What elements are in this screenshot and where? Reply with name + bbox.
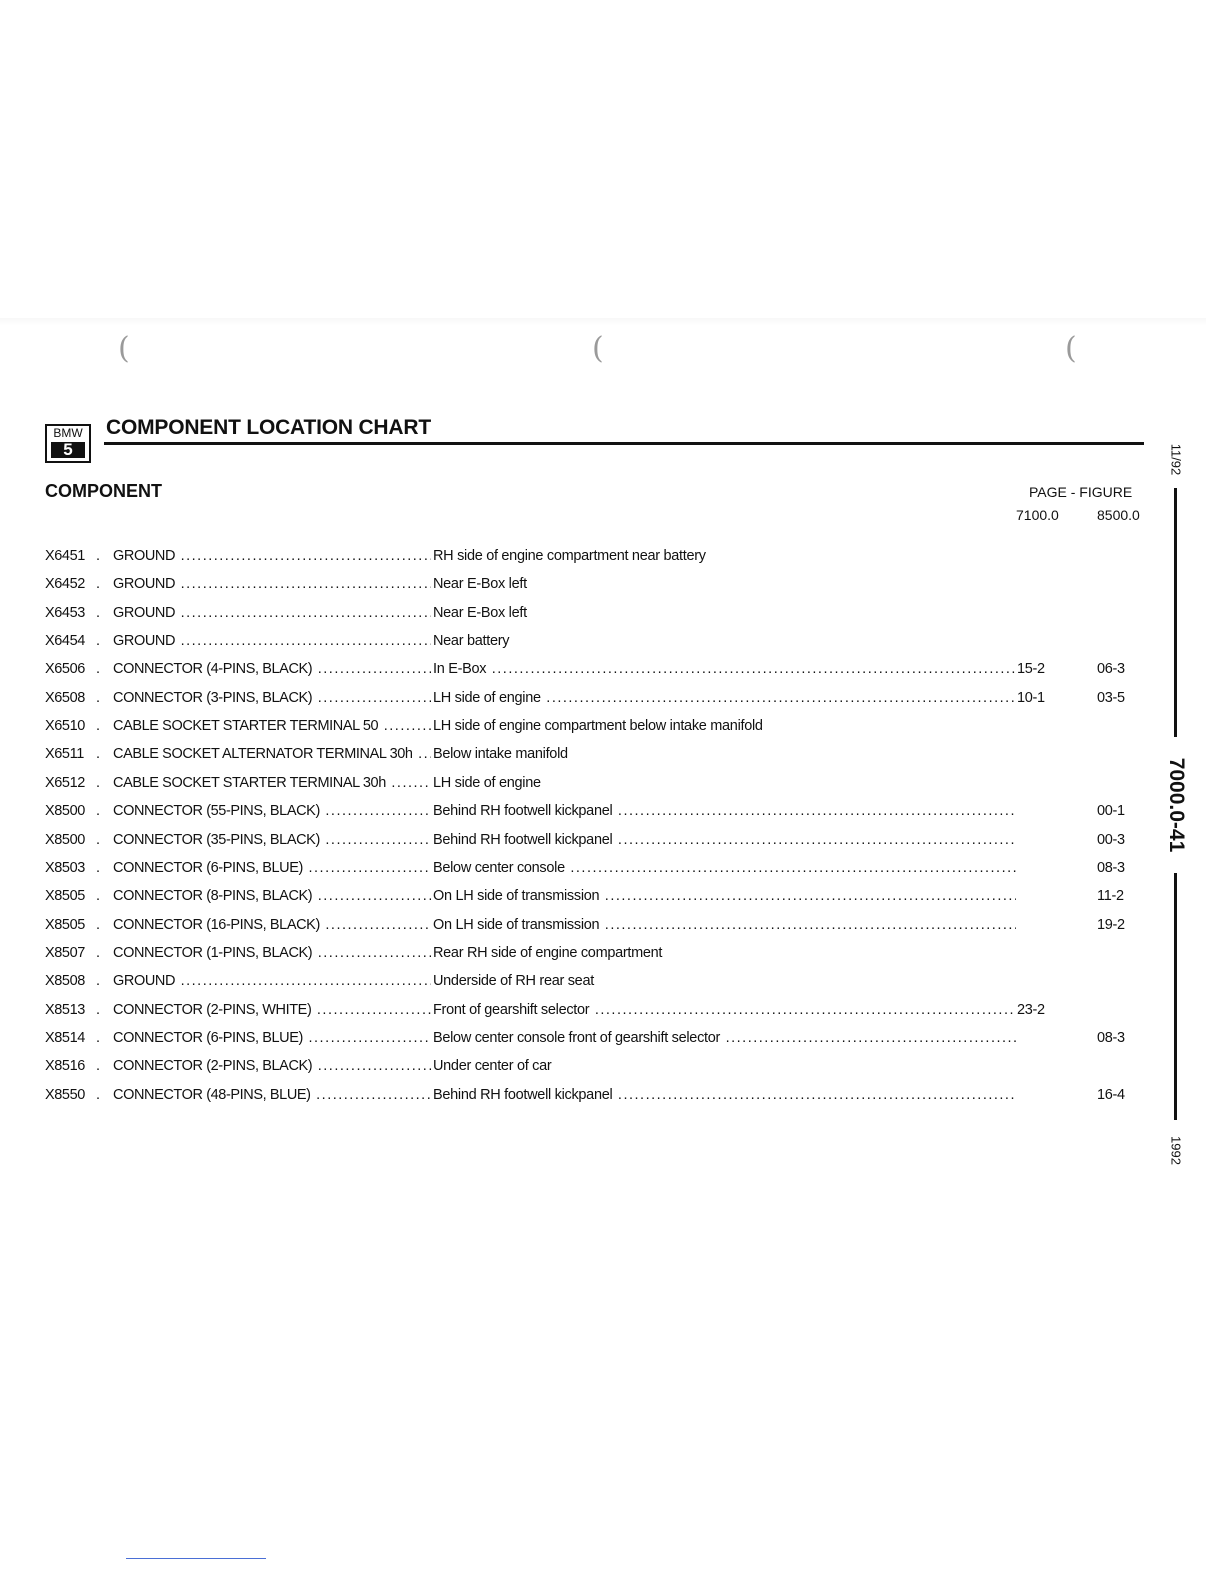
row-separator-dot: . [96,917,101,933]
logo-brand-text: BMW [53,426,83,440]
list-item [0,970,1160,992]
component-code: X8514 [45,1030,85,1046]
sidebar-page-number: 7000.0-41 [1164,737,1188,873]
component-name: CONNECTOR (8-PINS, BLACK) ..... [113,885,431,907]
component-code: X6510 [45,718,85,734]
component-code: X6511 [45,746,84,762]
component-code: X6452 [45,576,85,592]
list-item [0,1055,1160,1077]
component-name: CONNECTOR (6-PINS, BLUE) ..... [113,857,431,879]
bottom-link-underline [126,1558,266,1559]
component-name: GROUND ..... [113,573,431,595]
component-location: RH side of engine compartment near battery [433,548,706,564]
sidebar-rule-bottom [1174,862,1177,1120]
component-name: GROUND ..... [113,602,431,624]
list-item [0,857,1160,879]
page-reference: 10-1 [1017,690,1045,706]
list-item [0,602,1160,624]
list-item [0,885,1160,907]
list-item [0,1084,1160,1106]
component-name: CABLE SOCKET STARTER TERMINAL 30h ..... [113,772,431,794]
list-item [0,800,1160,822]
component-code: X6453 [45,605,85,621]
component-column-header: COMPONENT [45,481,162,501]
component-location: LH side of engine ..... [433,687,1016,709]
row-separator-dot: . [96,1030,101,1046]
page-figure-column-header: PAGE - FIGURE [1029,484,1133,500]
component-code: X8513 [45,1002,85,1018]
component-location: Behind RH footwell kickpanel ..... [433,800,1016,822]
row-separator-dot: . [96,1058,101,1074]
row-separator-dot: . [96,746,101,762]
component-code: X8516 [45,1058,85,1074]
row-separator-dot: . [96,690,101,706]
component-location: On LH side of transmission ..... [433,914,1016,936]
component-code: X8500 [45,803,85,819]
scan-band [0,318,1206,326]
component-code: X8500 [45,832,85,848]
row-separator-dot: . [96,548,101,564]
component-code: X6454 [45,633,85,649]
component-name: CONNECTOR (48-PINS, BLUE) ..... [113,1084,431,1106]
page-column-header: 7100.0 [1016,507,1059,523]
row-separator-dot: . [96,945,101,961]
component-location: In E-Box ..... [433,658,1016,680]
list-item [0,743,1160,765]
page-title: COMPONENT LOCATION CHART [106,416,431,439]
figure-reference: 11-2 [1097,888,1124,904]
component-code: X8505 [45,917,85,933]
component-location: Under center of car [433,1058,552,1074]
page-reference: 23-2 [1017,1002,1045,1018]
component-location: Behind RH footwell kickpanel ..... [433,829,1016,851]
list-item [0,573,1160,595]
component-location: Near battery [433,633,510,649]
page-reference: 15-2 [1017,661,1045,677]
list-item [0,829,1160,851]
component-name: CONNECTOR (3-PINS, BLACK) ..... [113,687,431,709]
component-name: CONNECTOR (2-PINS, BLACK) ..... [113,1055,431,1077]
component-code: X6508 [45,690,85,706]
component-name: GROUND ..... [113,545,431,567]
figure-reference: 16-4 [1097,1087,1125,1103]
row-separator-dot: . [96,860,101,876]
bmw-5-series-logo [45,424,91,463]
list-item [0,942,1160,964]
component-name: CONNECTOR (4-PINS, BLACK) ..... [113,658,431,680]
sidebar-date: 11/92 [1168,443,1184,476]
punch-hole-mark-left: ( [118,331,130,366]
component-location: Near E-Box left [433,605,527,621]
component-name: GROUND ..... [113,630,431,652]
component-location: On LH side of transmission ..... [433,885,1016,907]
list-item [0,1027,1160,1049]
list-item [0,687,1160,709]
component-location: Below intake manifold [433,746,568,762]
figure-reference: 08-3 [1097,860,1125,876]
row-separator-dot: . [96,973,101,989]
component-code: X8505 [45,888,85,904]
component-code: X8550 [45,1087,85,1103]
component-location: Behind RH footwell kickpanel ..... [433,1084,1016,1106]
component-code: X6506 [45,661,85,677]
component-name: CONNECTOR (2-PINS, WHITE) ..... [113,999,431,1021]
punch-hole-mark-right: ( [1065,331,1077,366]
figure-reference: 08-3 [1097,1030,1125,1046]
component-name: CONNECTOR (1-PINS, BLACK) ..... [113,942,431,964]
component-location: LH side of engine [433,775,541,791]
list-item [0,630,1160,652]
figure-reference: 19-2 [1097,917,1125,933]
list-item [0,999,1160,1021]
figure-reference: 03-5 [1097,690,1125,706]
row-separator-dot: . [96,633,101,649]
component-code: X8508 [45,973,85,989]
row-separator-dot: . [96,832,101,848]
component-name: CONNECTOR (55-PINS, BLACK) ..... [113,800,431,822]
component-name: CONNECTOR (35-PINS, BLACK) ..... [113,829,431,851]
row-separator-dot: . [96,1002,101,1018]
component-name: CONNECTOR (16-PINS, BLACK) ..... [113,914,431,936]
list-item [0,715,1160,737]
component-name: GROUND ..... [113,970,431,992]
row-separator-dot: . [96,888,101,904]
component-code: X8503 [45,860,85,876]
list-item [0,772,1160,794]
list-item [0,658,1160,680]
figure-reference: 00-1 [1097,803,1125,819]
row-separator-dot: . [96,775,101,791]
component-name: CABLE SOCKET ALTERNATOR TERMINAL 30h ..... [113,743,431,765]
figure-reference: 06-3 [1097,661,1125,677]
component-code: X6451 [45,548,85,564]
component-code: X6512 [45,775,85,791]
list-item [0,914,1160,936]
row-separator-dot: . [96,605,101,621]
component-location: Below center console front of gearshift selector ..... [433,1027,1016,1049]
title-rule [104,442,1144,445]
punch-hole-mark-center: ( [592,331,604,366]
component-location: Underside of RH rear seat [433,973,594,989]
row-separator-dot: . [96,803,101,819]
row-separator-dot: . [96,1087,101,1103]
component-location: Front of gearshift selector ..... [433,999,1016,1021]
component-code: X8507 [45,945,85,961]
row-separator-dot: . [96,576,101,592]
component-location: LH side of engine compartment below intake manifold [433,718,763,734]
row-separator-dot: . [96,661,101,677]
figure-reference: 00-3 [1097,832,1125,848]
sidebar-rule-top [1174,488,1177,758]
component-location: Rear RH side of engine compartment [433,945,663,961]
logo-series-number: 5 [51,442,85,458]
row-separator-dot: . [96,718,101,734]
component-name: CONNECTOR (6-PINS, BLUE) ..... [113,1027,431,1049]
component-name: CABLE SOCKET STARTER TERMINAL 50 ..... [113,715,431,737]
component-location: Near E-Box left [433,576,527,592]
figure-column-header: 8500.0 [1097,507,1140,523]
sidebar-year: 1992 [1168,1136,1184,1165]
list-item [0,545,1160,567]
component-location: Below center console ..... [433,857,1016,879]
